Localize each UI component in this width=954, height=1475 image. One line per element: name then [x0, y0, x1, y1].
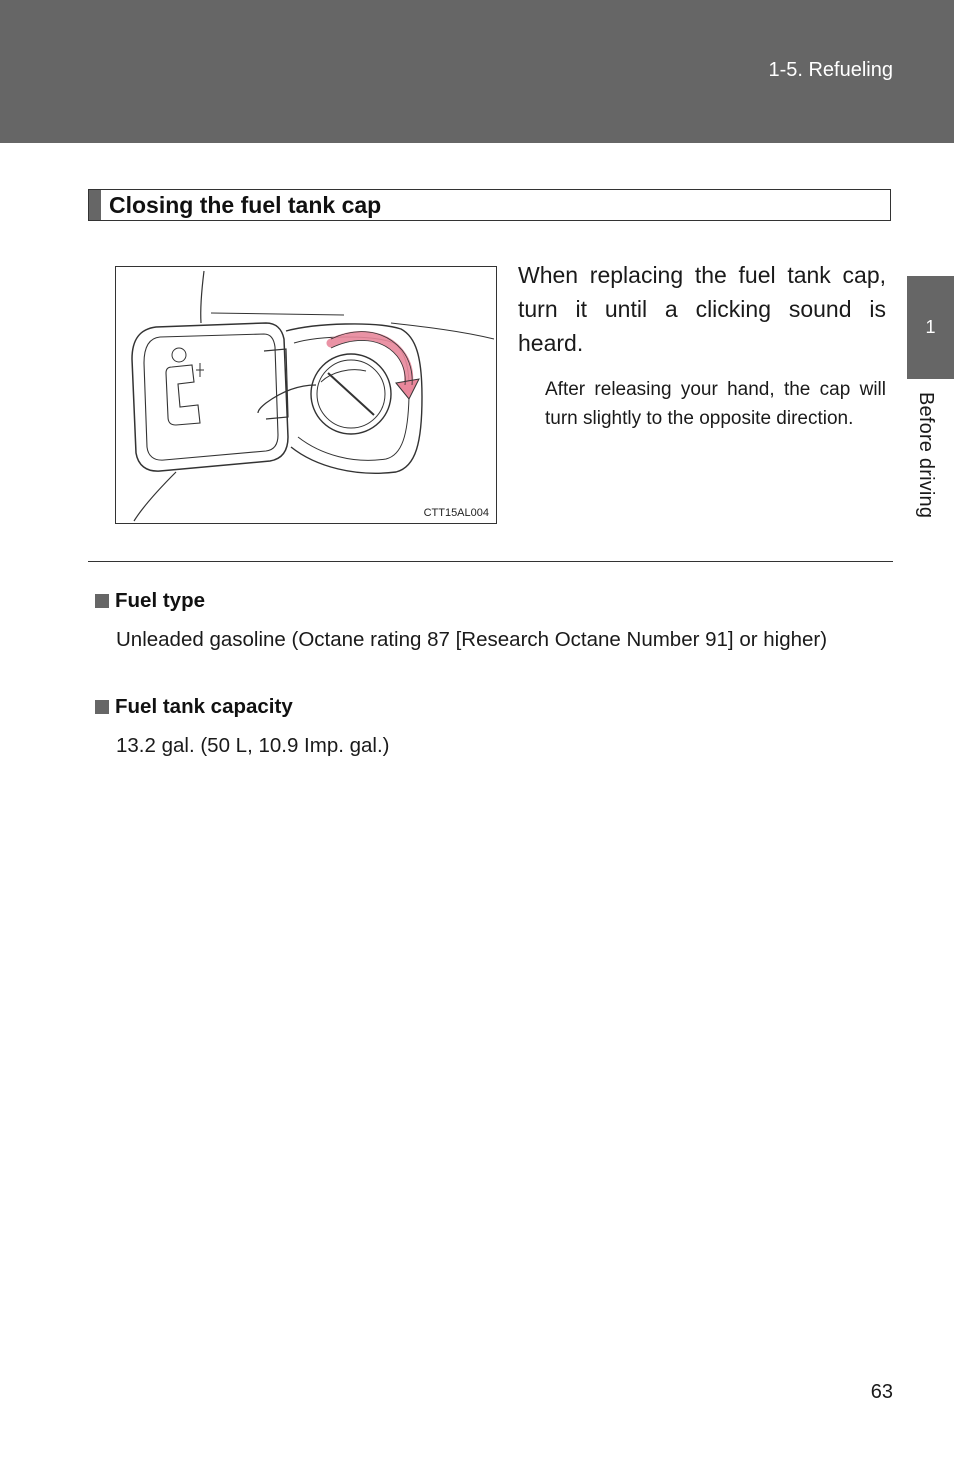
figure-code: CTT15AL004: [423, 507, 489, 519]
gray-square-icon: [95, 594, 109, 608]
gray-square-icon: [95, 700, 109, 714]
page-number: 63: [870, 1381, 893, 1403]
section-label: 1-5. Refueling: [768, 59, 893, 81]
heading-accent-bar: [89, 190, 101, 220]
fuel-door-drawing: [116, 267, 496, 523]
section-heading-box: [88, 189, 891, 221]
fuel-type-text: Unleaded gasoline (Octane rating 87 [Research Octane Number 91] or higher): [116, 628, 828, 651]
fuel-capacity-title: Fuel tank capacity: [115, 695, 293, 718]
instruction-text: When replacing the fuel tank cap, turn it until a clicking sound is heard.: [518, 262, 886, 356]
fuel-type-title: Fuel type: [115, 589, 205, 612]
section-heading: Closing the fuel tank cap: [109, 192, 382, 218]
chapter-title: Before driving: [915, 392, 937, 519]
chapter-tab[interactable]: [907, 276, 954, 379]
fuel-capacity-text: 13.2 gal. (50 L, 10.9 Imp. gal.): [116, 734, 390, 757]
fuel-capacity-heading: [95, 695, 293, 719]
chapter-number: 1: [925, 317, 936, 337]
fuel-type-heading: [95, 589, 205, 613]
fuel-cap-illustration: [115, 266, 497, 524]
section-divider: [88, 561, 893, 562]
note-text: After releasing your hand, the cap will turn slightly to the opposite direction.: [545, 379, 886, 429]
